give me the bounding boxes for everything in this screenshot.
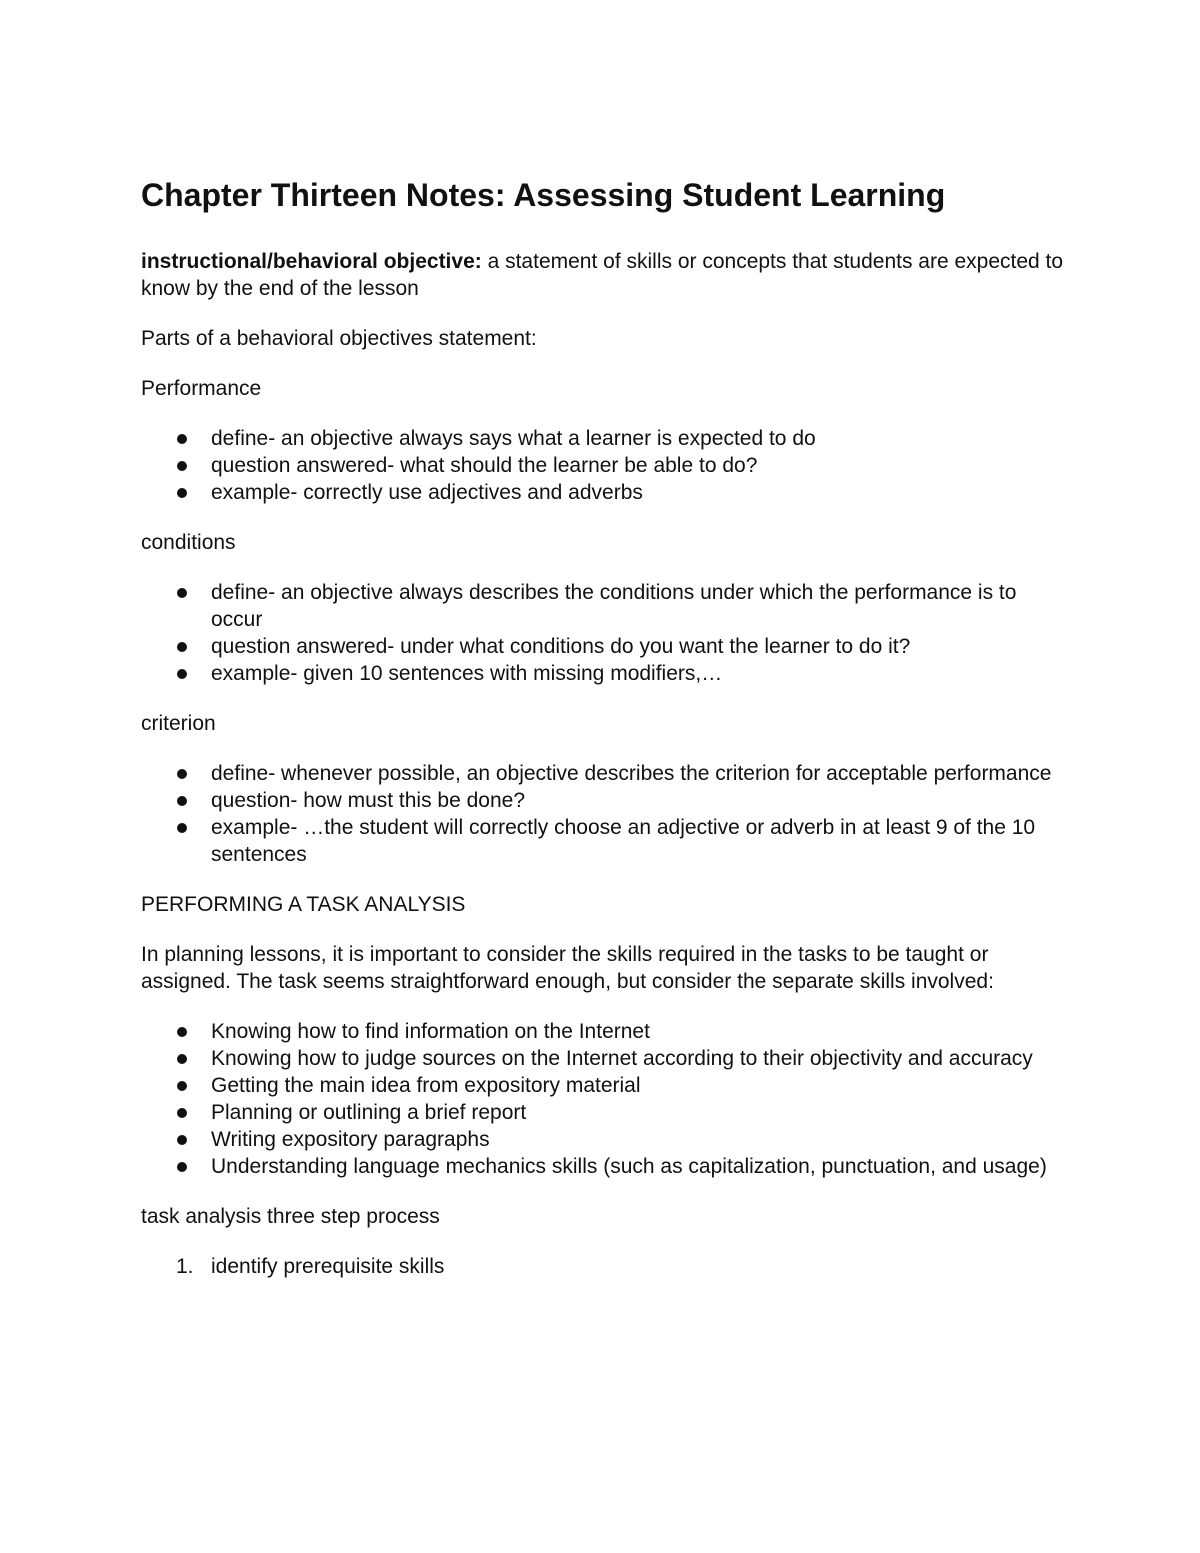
process-heading: task analysis three step process xyxy=(141,1205,440,1228)
bullet-icon xyxy=(177,1108,187,1118)
bullet-icon xyxy=(177,434,187,444)
task-analysis-heading: PERFORMING A TASK ANALYSIS xyxy=(141,893,466,916)
definition-paragraph xyxy=(141,248,1071,302)
conditions-list xyxy=(141,579,1071,687)
list-item: Getting the main idea from expository material xyxy=(211,1072,1071,1099)
document-body xyxy=(141,172,1071,1303)
list-item: question- how must this be done? xyxy=(211,787,1071,814)
parts-intro: Parts of a behavioral objectives statement: xyxy=(141,327,537,350)
bullet-icon xyxy=(177,488,187,498)
bullet-icon xyxy=(177,1027,187,1037)
bullet-icon xyxy=(177,461,187,471)
skills-list xyxy=(141,1018,1071,1180)
criterion-list xyxy=(141,760,1071,868)
list-item: example- given 10 sentences with missing modifiers,… xyxy=(211,660,1071,687)
criterion-heading: criterion xyxy=(141,712,216,735)
list-item: example- correctly use adjectives and adverbs xyxy=(211,479,1071,506)
bullet-icon xyxy=(177,823,187,833)
list-item: Planning or outlining a brief report xyxy=(211,1099,1071,1126)
performance-heading: Performance xyxy=(141,377,262,400)
step-number: 1. xyxy=(176,1255,194,1278)
bullet-icon xyxy=(177,642,187,652)
page-title: Chapter Thirteen Notes: Assessing Student Learning xyxy=(141,177,946,213)
definition-term: instructional/behavioral objective: xyxy=(141,250,482,273)
list-item: Knowing how to find information on the Internet xyxy=(211,1018,1071,1045)
bullet-icon xyxy=(177,588,187,598)
bullet-icon xyxy=(177,796,187,806)
list-item: define- whenever possible, an objective describes the criterion for acceptable performance xyxy=(211,760,1071,787)
list-item: define- an objective always says what a learner is expected to do xyxy=(211,425,1071,452)
step-text: identify prerequisite skills xyxy=(211,1255,445,1278)
conditions-heading: conditions xyxy=(141,531,236,554)
list-item: question answered- under what conditions do you want the learner to do it? xyxy=(211,633,1071,660)
bullet-icon xyxy=(177,1054,187,1064)
list-item: Understanding language mechanics skills (such as capitalization, punctuation, and usage) xyxy=(211,1153,1071,1180)
task-analysis-paragraph: In planning lessons, it is important to consider the skills required in the tasks to be taught or assigned. The task seems straightforward enough, but consider the separate skills involved: xyxy=(141,943,994,993)
bullet-icon xyxy=(177,669,187,679)
process-steps-list xyxy=(141,1253,1071,1280)
list-item: define- an objective always describes the conditions under which the performance is to occur xyxy=(211,579,1071,633)
list-item: question answered- what should the learner be able to do? xyxy=(211,452,1071,479)
list-item xyxy=(176,1253,1071,1280)
bullet-icon xyxy=(177,1162,187,1172)
definition-text: a statement of skills or concepts that students are expected to know by the end of the lesson xyxy=(141,250,1064,300)
bullet-icon xyxy=(177,1135,187,1145)
performance-list xyxy=(141,425,1071,506)
list-item: Knowing how to judge sources on the Internet according to their objectivity and accuracy xyxy=(211,1045,1071,1072)
bullet-icon xyxy=(177,1081,187,1091)
list-item: Writing expository paragraphs xyxy=(211,1126,1071,1153)
bullet-icon xyxy=(177,769,187,779)
list-item: example- …the student will correctly choose an adjective or adverb in at least 9 of the 10 sentences xyxy=(211,814,1071,868)
